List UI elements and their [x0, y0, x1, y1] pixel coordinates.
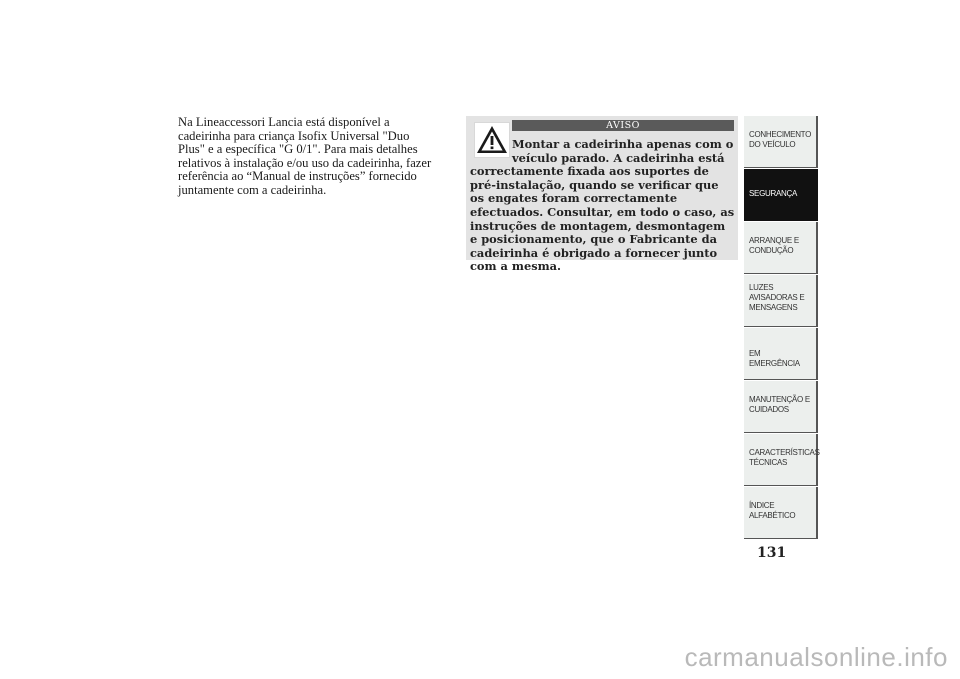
- warning-text-rest: correctamente fixada aos suportes de pré-instalação, quando se verificar que os engates foram correctamente efectuados. Consultar, em todo o caso, as instruções de montagem, desmontagem e posicionamento, que o Fabricante da cadeirinha é obrigado a fornecer junto com a mesma.: [470, 164, 735, 274]
- tab-label: ÍNDICE ALFABÉTICO: [749, 501, 796, 520]
- warning-text: [470, 138, 736, 274]
- tab-label: CONHECIMENTO DO VEÍCULO: [749, 130, 812, 149]
- tab-em-emergencia[interactable]: [744, 328, 818, 380]
- tab-arranque-e-conducao[interactable]: [744, 222, 818, 274]
- warning-box: [466, 116, 738, 274]
- warning-line-1: Montar a cadeirinha apenas com o: [512, 137, 734, 151]
- tab-conhecimento-do-veiculo[interactable]: [744, 116, 818, 168]
- chapter-sidebar: [744, 116, 818, 542]
- tab-label: CARACTERÍSTICAS TÉCNICAS: [749, 448, 820, 467]
- tab-label: EM EMERGÊNCIA: [749, 349, 800, 368]
- tab-luzes-avisadoras-e-mensagens[interactable]: [744, 275, 818, 327]
- page-number: 131: [757, 545, 787, 561]
- warning-line-2: veículo parado. A cadeirinha está: [512, 150, 725, 165]
- tab-caracteristicas-tecnicas[interactable]: [744, 434, 818, 486]
- tab-seguranca[interactable]: [744, 169, 818, 221]
- tab-label: ARRANQUE E CONDUÇÃO: [749, 236, 799, 255]
- body-paragraph: Na Lineaccessori Lancia está disponível a cadeirinha para criança Isofix Universal "Duo Plus" e a específica "G 0/1". Para mais detalhes relativos à instalação e/ou uso da cadeirinha, fazer referência ao “Manual de instruções” fornecido juntamente com a cadeirinha.: [178, 115, 432, 197]
- tab-label: MANUTENÇÃO E CUIDADOS: [749, 395, 810, 414]
- tab-indice-alfabetico[interactable]: [744, 487, 818, 539]
- tab-label: LUZES AVISADORAS E MENSAGENS: [749, 283, 805, 312]
- tab-manutencao-e-cuidados[interactable]: [744, 381, 818, 433]
- warning-title: AVISO: [512, 120, 734, 131]
- tab-label: SEGURANÇA: [749, 189, 797, 198]
- watermark: carmanualsonline.info: [684, 642, 948, 672]
